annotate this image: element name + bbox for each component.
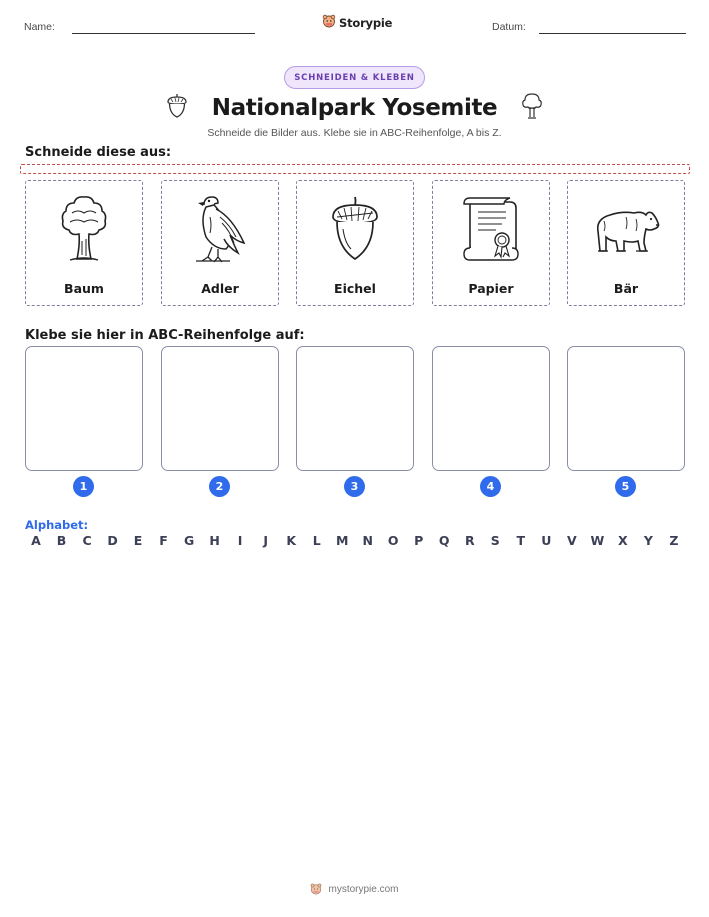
alphabet-letter: S <box>490 533 500 548</box>
bear-icon <box>590 201 662 257</box>
cut-card-adler[interactable] <box>161 180 279 306</box>
brand-logo <box>322 13 392 32</box>
alphabet-letter: D <box>107 533 118 548</box>
alphabet-letter: H <box>209 533 220 548</box>
card-label: Eichel <box>334 281 376 296</box>
name-label: Name: <box>24 21 55 33</box>
card-label: Bär <box>613 281 639 296</box>
date-label: Datum: <box>492 21 526 33</box>
page-title: Nationalpark Yosemite <box>211 95 498 121</box>
acorn-icon <box>166 93 188 123</box>
footer-url[interactable]: mystorypie.com <box>328 884 399 895</box>
activity-tag: SCHNEIDEN & KLEBEN <box>284 66 425 89</box>
name-line[interactable] <box>72 33 255 34</box>
alphabet-label: Alphabet: <box>25 518 89 532</box>
alphabet-letter: G <box>183 533 195 548</box>
alphabet-letter: F <box>159 533 168 548</box>
cut-line <box>20 164 690 174</box>
alphabet-letter: U <box>541 533 552 548</box>
title-row <box>0 92 709 124</box>
cut-card-baer[interactable] <box>567 180 685 306</box>
paste-slot[interactable] <box>25 346 143 471</box>
eagle-icon <box>190 191 250 267</box>
cut-card-papier[interactable] <box>432 180 550 306</box>
slot-number-badge: 5 <box>615 476 636 497</box>
alphabet-letter: B <box>56 533 67 548</box>
card-label: Baum <box>64 281 104 296</box>
alphabet-letter: R <box>464 533 475 548</box>
paste-slot[interactable] <box>567 346 685 471</box>
alphabet-letter: Y <box>643 533 653 548</box>
alphabet-letter: T <box>516 533 526 548</box>
alphabet-letter: V <box>566 533 577 548</box>
paste-slot[interactable] <box>296 346 414 471</box>
alphabet-letter: E <box>133 533 143 548</box>
storypie-mascot-icon <box>310 880 322 899</box>
alphabet-letter: P <box>414 533 424 548</box>
alphabet-letter: I <box>237 533 243 548</box>
alphabet-letter: C <box>82 533 92 548</box>
alphabet-letter: W <box>590 533 605 548</box>
slot-number-badge: 2 <box>209 476 230 497</box>
paste-slot[interactable] <box>161 346 279 471</box>
cut-section-label: Schneide diese aus: <box>25 145 172 160</box>
slot-number-badge: 4 <box>480 476 501 497</box>
cut-card-eichel[interactable] <box>296 180 414 306</box>
alphabet-letter: Q <box>438 533 450 548</box>
slot-number-badge: 1 <box>73 476 94 497</box>
alphabet-letter: N <box>362 533 373 548</box>
scroll-certificate-icon <box>460 196 522 262</box>
paste-slot[interactable] <box>432 346 550 471</box>
alphabet-letter: L <box>312 533 321 548</box>
date-line[interactable] <box>539 33 686 34</box>
alphabet-letter: M <box>335 533 349 548</box>
alphabet-letter: O <box>387 533 399 548</box>
brand-name: Storypie <box>339 15 393 30</box>
cut-card-baum[interactable] <box>25 180 143 306</box>
slot-number-badge: 3 <box>344 476 365 497</box>
alphabet-letter: X <box>618 533 628 548</box>
alphabet-letter: Z <box>669 533 679 548</box>
footer <box>0 880 709 899</box>
instructions: Schneide die Bilder aus. Klebe sie in ABC-Reihenfolge, A bis Z. <box>207 127 502 139</box>
alphabet-letter: A <box>31 533 41 548</box>
tree-icon <box>521 92 543 124</box>
card-label: Papier <box>468 281 514 296</box>
alphabet-letter: K <box>286 533 296 548</box>
card-label: Adler <box>201 281 239 296</box>
alphabet-row <box>25 533 685 548</box>
alphabet-letter: J <box>263 533 268 548</box>
storypie-mascot-icon <box>322 13 336 32</box>
paste-section-label: Klebe sie hier in ABC-Reihenfolge auf: <box>25 328 305 343</box>
tree-icon <box>58 193 110 265</box>
acorn-icon <box>329 195 381 263</box>
